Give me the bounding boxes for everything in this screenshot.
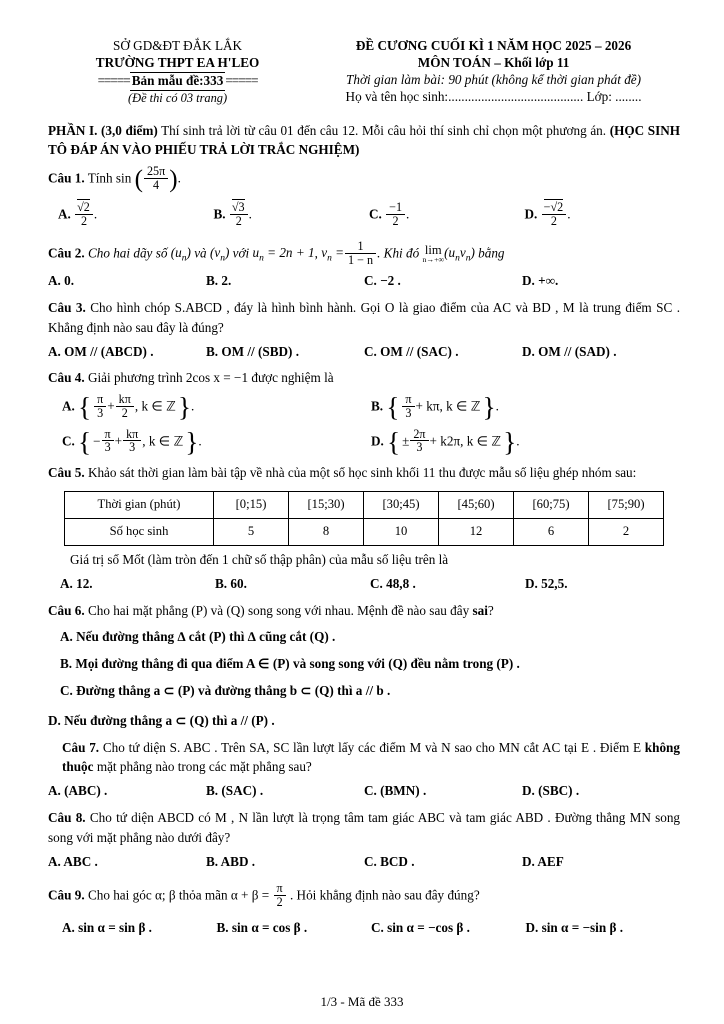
q1-answer-a[interactable]: A. $\frac{√2}{2}$ .: [58, 200, 98, 229]
question-6: Câu 6. Cho hai mặt phẳng (P) và (Q) song song với nhau. Mệnh đề nào sau đây sai?: [48, 602, 494, 618]
exam-title: ĐỀ CƯƠNG CUỐI KÌ 1 NĂM HỌC 2025 – 2026: [355, 38, 632, 53]
table-header-count: Số học sinh: [65, 518, 214, 545]
table-cell-interval: [75;90): [589, 491, 664, 518]
table-cell-count: 5: [214, 518, 289, 545]
question-4: [48, 368, 680, 388]
header-right: [307, 38, 680, 107]
question-7-bold-word: không thuộc: [62, 739, 680, 775]
question-1-answers: [48, 202, 680, 228]
question-5-label: Câu 5.: [48, 465, 85, 481]
q9-answer-d[interactable]: D. sin α = −sin β .: [525, 919, 623, 935]
question-9-fraction: $\frac{\pi}{2}$: [274, 882, 286, 908]
question-9: [48, 883, 680, 909]
q4-answer-a[interactable]: A. { $\frac{\pi}{3}$ + $\frac{k\pi}{2}$ , k ∈ ℤ } .: [62, 392, 195, 423]
q5-answer-c[interactable]: C. 48,8 .: [370, 575, 416, 591]
page-count-note: (Đề thi có 03 trang): [128, 90, 228, 105]
q3-answer-a[interactable]: A. OM // (ABCD) .: [48, 343, 154, 359]
table-cell-count: 6: [514, 518, 589, 545]
question-3-label: Câu 3.: [48, 300, 86, 316]
question-3: [48, 298, 680, 338]
question-9-label: Câu 9.: [48, 887, 85, 903]
part-text: Thí sinh trả lời từ câu 01 đến câu 12. Mỗi câu hỏi thí sinh chỉ chọn một phương án.: [157, 122, 610, 138]
question-7-label: Câu 7.: [62, 739, 100, 755]
table-header-time: Thời gian (phút): [65, 491, 214, 518]
q3-answer-d[interactable]: D. OM // (SAD) .: [522, 343, 617, 359]
q5-answer-b[interactable]: B. 60.: [215, 575, 247, 591]
q2-answer-a[interactable]: A. 0.: [48, 273, 75, 289]
page-footer: 1/3 - Mã đề 333: [320, 994, 404, 1009]
question-1: Câu 1. Tính sin ( $\frac{25\pi}{4}$ ).: [48, 163, 181, 194]
question-7-text-1: Cho tứ diện S. ABC . Trên SA, SC lần lượt lấy các điểm M và N sao cho MN cắt AC tại E . Điểm E: [99, 739, 645, 755]
table-row: [65, 518, 664, 545]
question-6-text: Cho hai mặt phẳng (P) và (Q) song song với nhau. Mệnh đề nào sau đây: [84, 602, 473, 618]
question-5: [48, 463, 680, 483]
document-header: [48, 38, 680, 107]
question-2-answers: [48, 271, 680, 291]
q1-answer-d[interactable]: D. $\frac{-√2}{2}$ .: [524, 200, 571, 229]
q8-answer-d[interactable]: D. AEF: [522, 853, 564, 869]
question-8-text: Cho tứ diện ABCD có M , N lần lượt là trọng tâm tam giác ABC và tam giác ABD . Đường thẳng MN song song với mặt phẳng nào dưới đây?: [48, 809, 681, 845]
q8-answer-a[interactable]: A. ABC .: [48, 853, 98, 869]
q5-answer-a[interactable]: A. 12.: [60, 575, 93, 591]
table-cell-count: 10: [364, 518, 439, 545]
q9-answer-b[interactable]: B. sin α = cos β .: [216, 919, 308, 935]
q6-answer-d[interactable]: D. Nếu đường thẳng a ⊂ (Q) thì a // (P) .: [48, 712, 275, 728]
question-1-fraction: $\frac{25\pi}{4}$: [144, 165, 168, 191]
school-department: SỞ GD&ĐT ĐẮK LẮK: [113, 38, 243, 53]
table-cell-interval: [45;60): [439, 491, 514, 518]
q2-answer-b[interactable]: B. 2.: [206, 273, 232, 289]
part-one-heading: [48, 121, 680, 159]
table-cell-interval: [60;75): [514, 491, 589, 518]
question-7-answers: [48, 781, 680, 801]
question-6-bold-word: sai: [472, 602, 488, 618]
q7-answer-b[interactable]: B. (SAC) .: [206, 783, 264, 799]
question-1-text: Tính sin: [84, 170, 132, 186]
q6-answer-c[interactable]: C. Đường thẳng a ⊂ (P) và đường thẳng b ⊂ (Q) thì a // b .: [60, 682, 391, 698]
q2-answer-d[interactable]: D. +∞.: [522, 273, 559, 289]
question-4-answers-row2: [48, 426, 680, 457]
q6-answer-b[interactable]: B. Mọi đường thẳng đi qua điểm A ∈ (P) và song song với (Q) đều nằm trong (P) .: [60, 656, 520, 672]
q3-answer-c[interactable]: C. OM // (SAC) .: [364, 343, 459, 359]
school-name: TRƯỜNG THPT EA H'LEO: [95, 54, 260, 70]
frequency-table: [64, 491, 664, 546]
question-8-answers: [48, 852, 680, 872]
question-7-text-2: mặt phẳng nào trong các mặt phẳng sau?: [93, 759, 312, 775]
exam-subject: MÔN TOÁN – Khối lớp 11: [417, 54, 570, 70]
q2-answer-c[interactable]: C. −2 .: [364, 273, 401, 289]
question-7: [48, 738, 680, 778]
question-2-text-1: Cho hai dãy số: [84, 245, 171, 261]
limit-operator: lim n→+∞: [422, 242, 445, 265]
question-9-text-1: Cho hai góc α; β thỏa mãn α + β =: [84, 887, 273, 903]
question-5-subtext: Giá trị số Mốt (làm tròn đến 1 chữ số thập phân) của mẫu số liệu trên là: [70, 551, 449, 567]
student-name-field: Họ và tên học sinh:......................................... Lớp: ........: [345, 88, 642, 104]
q9-answer-a[interactable]: A. sin α = sin β .: [62, 919, 152, 935]
q3-answer-b[interactable]: B. OM // (SBD) .: [206, 343, 300, 359]
q9-answer-c[interactable]: C. sin α = −cos β .: [371, 919, 470, 935]
q7-answer-c[interactable]: C. (BMN) .: [364, 783, 427, 799]
q4-answer-c[interactable]: C. { − $\frac{\pi}{3}$ + $\frac{k\pi}{3}$ , k ∈ ℤ } .: [62, 426, 202, 457]
question-9-answers: [48, 918, 680, 938]
table-cell-interval: [30;45): [364, 491, 439, 518]
table-row: [65, 491, 664, 518]
q7-answer-a[interactable]: A. (ABC) .: [48, 783, 108, 799]
q6-answer-a[interactable]: A. Nếu đường thẳng ∆ cắt (P) thì ∆ cũng cắt (Q) .: [60, 629, 336, 645]
question-9-text-2: . Hỏi khẳng định nào sau đây đúng?: [286, 887, 480, 903]
table-cell-count: 12: [439, 518, 514, 545]
question-5-text: Khảo sát thời gian làm bài tập về nhà của một số học sinh khối 11 thu được mẫu số liệu ghép nhóm sau:: [84, 465, 637, 481]
table-cell-interval: [0;15): [214, 491, 289, 518]
part-label: PHẦN I. (3,0 điểm): [48, 122, 158, 138]
table-cell-count: 2: [589, 518, 664, 545]
exam-duration: Thời gian làm bài: 90 phút (không kể thời gian phát đề): [346, 71, 642, 87]
table-cell-count: 8: [289, 518, 364, 545]
question-4-text: Giải phương trình 2cos x = −1 được nghiệm là: [84, 370, 334, 386]
question-6-label: Câu 6.: [48, 602, 85, 618]
question-2: Câu 2. Cho hai dãy số $(u_n)$ và $(v_n)$ với $u_n = 2n + 1$, $v_n$ = $\frac{1}{1 - n}$ . Khi đó lim n→+∞ $(u_nv_n)$ bằng: [48, 238, 505, 267]
q1-answer-b[interactable]: B. $\frac{√3}{2}$ .: [213, 200, 252, 229]
question-3-answers: [48, 342, 680, 362]
question-5-answers: [48, 574, 680, 594]
question-1-label: Câu 1.: [48, 170, 85, 186]
header-left: [48, 38, 307, 107]
q5-answer-d[interactable]: D. 52,5.: [525, 575, 568, 591]
question-4-answers-row1: [48, 392, 680, 423]
table-cell-interval: [15;30): [289, 491, 364, 518]
part-bold-tail: (HỌC SINH TÔ ĐÁP ÁN VÀO PHIẾU TRẢ LỜI TRẮC NGHIỆM): [48, 122, 680, 157]
question-2-label: Câu 2.: [48, 245, 85, 261]
q8-answer-c[interactable]: C. BCD .: [364, 853, 415, 869]
q4-answer-d[interactable]: D. { ± $\frac{2\pi}{3}$ + k2π, k ∈ ℤ } .: [371, 426, 520, 457]
exam-code: Bản mẫu đề:333: [130, 72, 226, 91]
question-4-label: Câu 4.: [48, 370, 85, 386]
question-8: [48, 808, 680, 848]
q8-answer-b[interactable]: B. ABD .: [206, 853, 256, 869]
q7-answer-d[interactable]: D. (SBC) .: [522, 783, 580, 799]
question-3-text: Cho hình chóp S.ABCD , đáy là hình bình hành. Gọi O là giao điểm của AC và BD , M là trung điểm SC . Khẳng định nào sau đây là đúng?: [48, 300, 680, 335]
q4-answer-b[interactable]: B. { $\frac{\pi}{3}$ + kπ, k ∈ ℤ } .: [371, 392, 499, 423]
q1-answer-c[interactable]: C. $\frac{-1}{2}$ .: [369, 200, 410, 229]
question-8-label: Câu 8.: [48, 809, 86, 825]
exam-code-line: ===== Bản mẫu đề:333 =====: [48, 72, 307, 91]
